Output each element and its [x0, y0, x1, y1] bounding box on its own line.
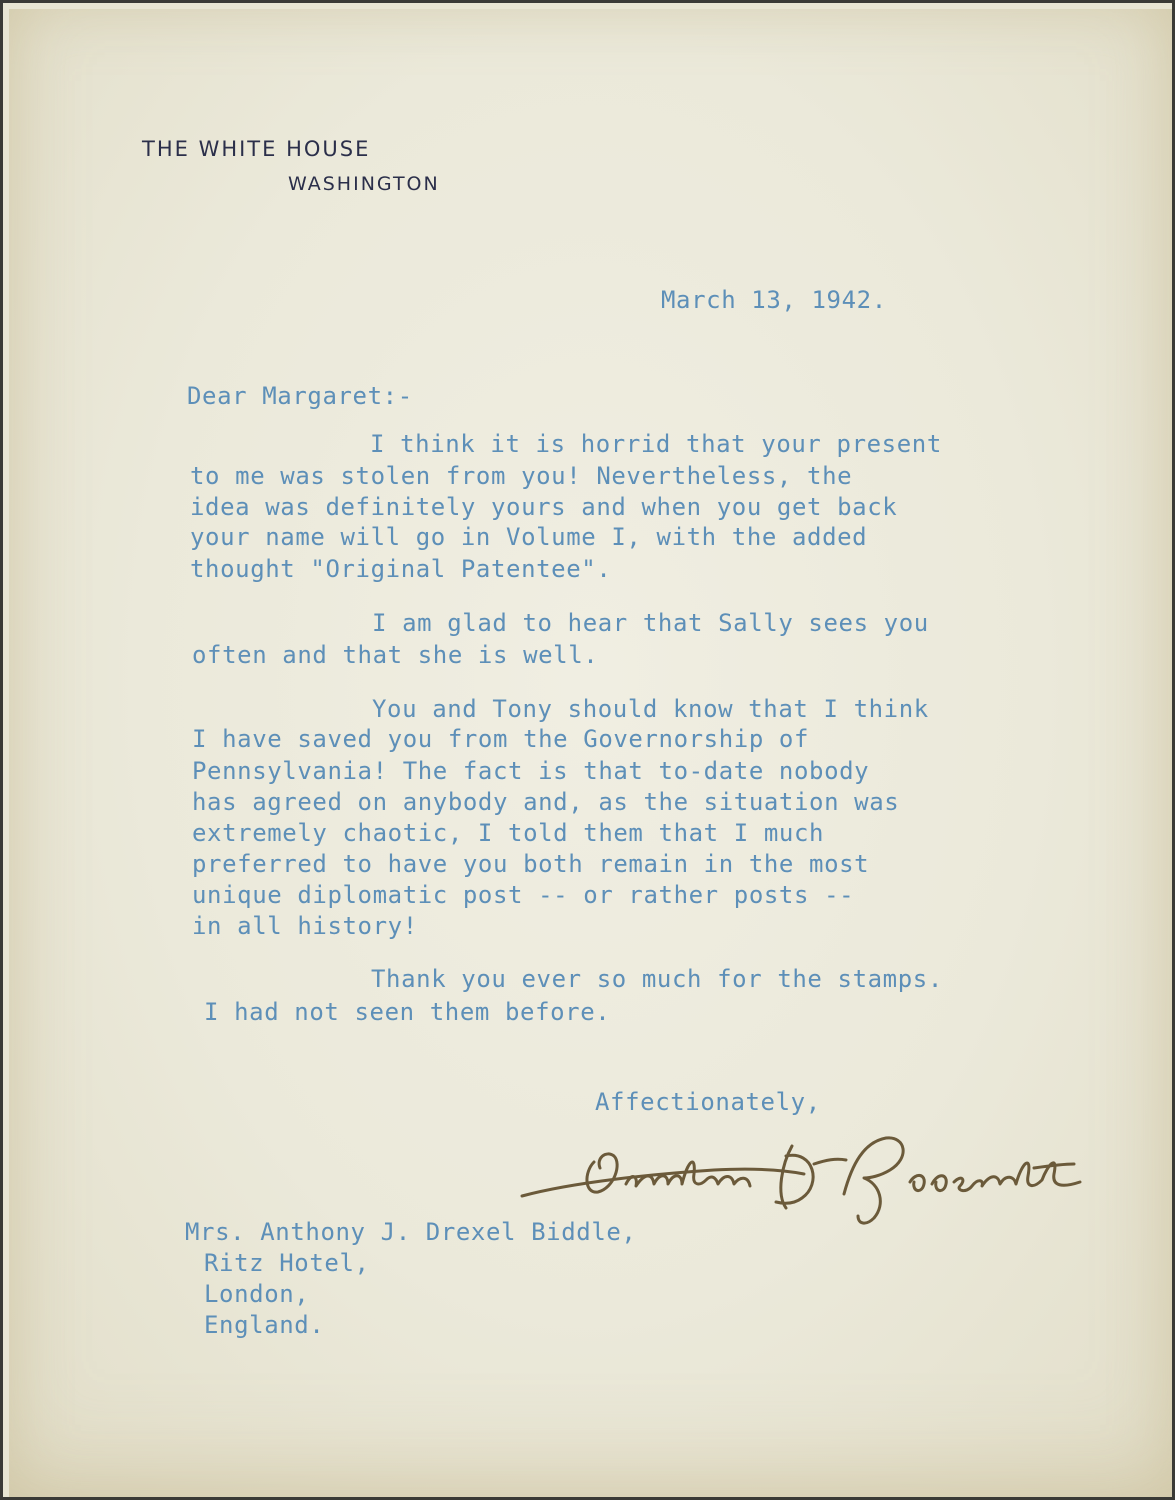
- body-line: Thank you ever so much for the stamps.: [371, 965, 943, 993]
- body-line: I have saved you from the Governorship of: [192, 725, 810, 753]
- body-line: has agreed on anybody and, as the situation was: [192, 788, 900, 816]
- address-line: England.: [204, 1311, 325, 1339]
- body-line: in all history!: [192, 912, 418, 940]
- body-line: unique diplomatic post -- or rather posts --: [192, 881, 855, 909]
- body-line: I had not seen them before.: [204, 998, 611, 1026]
- body-line: thought "Original Patentee".: [190, 555, 612, 583]
- address-line: London,: [204, 1280, 310, 1308]
- letterhead-title: THE WHITE HOUSE: [142, 137, 371, 161]
- body-line: I think it is horrid that your present: [370, 430, 942, 458]
- letter-date: March 13, 1942.: [661, 286, 887, 314]
- body-line: preferred to have you both remain in the most: [192, 850, 870, 878]
- salutation: Dear Margaret:-: [187, 382, 413, 410]
- body-line: your name will go in Volume I, with the added: [190, 523, 868, 551]
- address-line: Ritz Hotel,: [204, 1249, 370, 1277]
- closing: Affectionately,: [595, 1088, 821, 1116]
- address-line: Mrs. Anthony J. Drexel Biddle,: [185, 1218, 637, 1246]
- body-line: to me was stolen from you! Nevertheless, the: [190, 462, 853, 490]
- body-line: often and that she is well.: [192, 641, 599, 669]
- body-line: idea was definitely yours and when you get back: [190, 493, 898, 521]
- body-line: Pennsylvania! The fact is that to-date nobody: [192, 757, 870, 785]
- letter-paper: [9, 9, 1172, 1497]
- body-line: I am glad to hear that Sally sees you: [372, 609, 929, 637]
- letterhead-city: WASHINGTON: [288, 173, 440, 195]
- body-line: You and Tony should know that I think: [372, 695, 929, 723]
- body-line: extremely chaotic, I told them that I much: [192, 819, 825, 847]
